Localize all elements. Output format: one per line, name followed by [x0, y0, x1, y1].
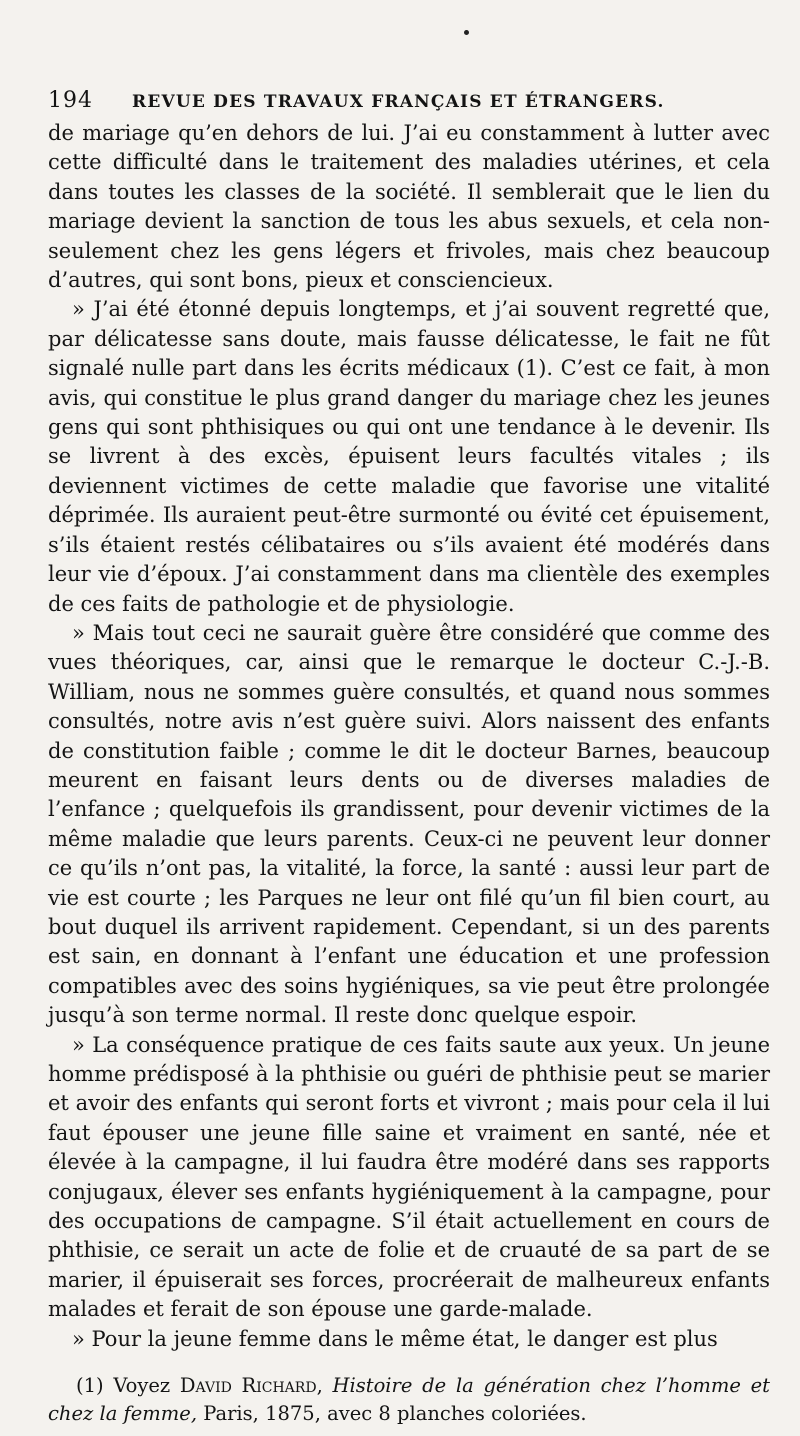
body-text: [48, 119, 770, 1354]
footnote-mark: (1) Voyez: [76, 1374, 180, 1398]
footnote: [48, 1372, 770, 1428]
running-head: REVUE DES TRAVAUX FRANÇAIS ET ÉTRANGERS.: [132, 92, 665, 112]
ink-spot: [464, 30, 469, 35]
paragraph: » J’ai été étonné depuis longtemps, et j’ai souvent regretté que, par délicatesse sans doute, mais fausse délicatesse, le fait ne fût signalé nulle part dans les écrits médicaux (1). C’est ce fait, à mon avis, qui constitue le plus grand danger du mariage chez les jeunes gens qui sont phthisiques ou qui ont une tendance à le devenir. Ils se livrent à des excès, épuisent leurs facultés vitales ; ils deviennent victimes de cette maladie que favorise une vitalité déprimée. Ils auraient peut-être surmonté ou évité cet épuisement, s’ils étaient restés célibataires ou s’ils avaient été modérés dans leur vie d’époux. J’ai constamment dans ma clientèle des exemples de ces faits de pathologie et de physiologie.: [48, 297, 770, 616]
footnote-title: Histoire de la génération chez l’homme et chez la femme,: [48, 1374, 770, 1426]
footnote-rest: Paris, 1875, avec 8 planches coloriées.: [203, 1402, 587, 1426]
paragraph: de mariage qu’en dehors de lui. J’ai eu constamment à lutter avec cette difficulté dans le traitement des maladies utérines, et cela dans toutes les classes de la société. Il semblerait que le lien du mariage devient la sanction de tous les abus sexuels, et cela non-seulement chez les gens légers et frivoles, mais chez beaucoup d’autres, qui sont bons, pieux et consciencieux.: [48, 121, 770, 293]
paragraph: » Pour la jeune femme dans le même état, le danger est plus: [72, 1326, 718, 1351]
paragraph: » La conséquence pratique de ces faits saute aux yeux. Un jeune homme prédisposé à la phthisie ou guéri de phthisie peut se marier et avoir des enfants qui seront forts et vivront ; mais pour cela il lui faut épouser une jeune fille saine et vraiment en santé, née et élevée à la campagne, il lui faudra être modéré dans ses rapports conjugaux, élever ses enfants hygiéniquement à la campagne, pour des occupations de campagne. S’il était actuellement en cours de phthisie, ce serait un acte de folie et de cruauté de sa part de se marier, il épuiserait ses forces, procréerait de malheureux enfants malades et ferait de son épouse une garde-malade.: [48, 1032, 770, 1322]
paragraph: » Mais tout ceci ne saurait guère être considéré que comme des vues théoriques, car, ainsi que le remarque le docteur C.-J.-B. William, nous ne sommes guère consultés, et quand nous sommes consultés, notre avis n’est guère suivi. Alors naissent des enfants de constitution faible ; comme le dit le docteur Barnes, beaucoup meurent en faisant leurs dents ou de diverses maladies de l’enfance ; quelquefois ils grandissent, pour devenir victimes de la même maladie que leurs parents. Ceux-ci ne peuvent leur donner ce qu’ils n’ont pas, la vitalité, la force, la santé : aussi leur part de vie est courte ; les Parques ne leur ont filé qu’un fil bien court, au bout duquel ils arrivent rapidement. Cependant, si un des parents est sain, en donnant à l’enfant une éducation et une profession compatibles avec des soins hygiéniques, sa vie peut être prolongée jusqu’à son terme normal. Il reste donc quelque espoir.: [48, 620, 770, 1028]
footnote-author: David Richard,: [179, 1374, 333, 1398]
page-number: 194: [48, 88, 93, 113]
page-header: [48, 88, 770, 113]
